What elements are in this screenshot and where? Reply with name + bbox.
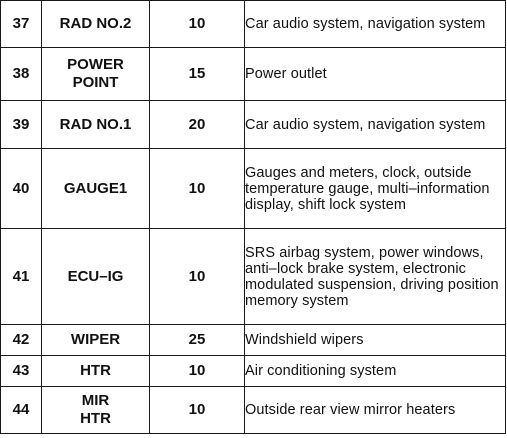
fuse-circuit: Car audio system, navigation system [245, 1, 506, 48]
table-row [1, 149, 506, 229]
fuse-ampere: 10 [150, 387, 245, 434]
fuse-circuit: Power outlet [245, 48, 506, 101]
fuse-circuit: Outside rear view mirror heaters [245, 387, 506, 434]
table-row [1, 48, 506, 101]
fuse-ampere: 10 [150, 356, 245, 387]
table-row [1, 1, 506, 48]
fuse-number: 37 [1, 1, 42, 48]
table-row [1, 325, 506, 356]
fuse-name: HTR [42, 356, 150, 387]
table-row [1, 229, 506, 325]
fuse-ampere: 10 [150, 229, 245, 325]
table-row [1, 387, 506, 434]
fuse-number: 40 [1, 149, 42, 229]
fuse-name-text: POWER POINT [67, 56, 124, 91]
fuse-circuit: Air conditioning system [245, 356, 506, 387]
table-row [1, 101, 506, 149]
fuse-circuit: Car audio system, navigation system [245, 101, 506, 149]
fuse-circuit: Windshield wipers [245, 325, 506, 356]
fuse-ampere: 25 [150, 325, 245, 356]
fuse-ampere: 15 [150, 48, 245, 101]
fuse-number: 42 [1, 325, 42, 356]
fuse-number: 38 [1, 48, 42, 101]
fuse-number: 43 [1, 356, 42, 387]
fuse-name: ECU–IG [42, 229, 150, 325]
fuse-name: RAD NO.2 [42, 1, 150, 48]
fuse-number: 44 [1, 387, 42, 434]
fuse-ampere: 20 [150, 101, 245, 149]
table-row [1, 356, 506, 387]
fuse-ampere: 10 [150, 1, 245, 48]
fuse-name [42, 387, 150, 434]
fuse-name: RAD NO.1 [42, 101, 150, 149]
fuse-ampere: 10 [150, 149, 245, 229]
fuse-number: 39 [1, 101, 42, 149]
fuse-name: WIPER [42, 325, 150, 356]
fuse-circuit: SRS airbag system, power windows, anti–lock brake system, electronic modulated suspension, driving position memory system [245, 229, 506, 325]
fuse-number: 41 [1, 229, 42, 325]
fuse-circuit: Gauges and meters, clock, outside temperature gauge, multi–information display, shift lock system [245, 149, 506, 229]
fuse-name: GAUGE1 [42, 149, 150, 229]
fuse-name-text: MIR HTR [80, 392, 111, 427]
fuse-name [42, 48, 150, 101]
